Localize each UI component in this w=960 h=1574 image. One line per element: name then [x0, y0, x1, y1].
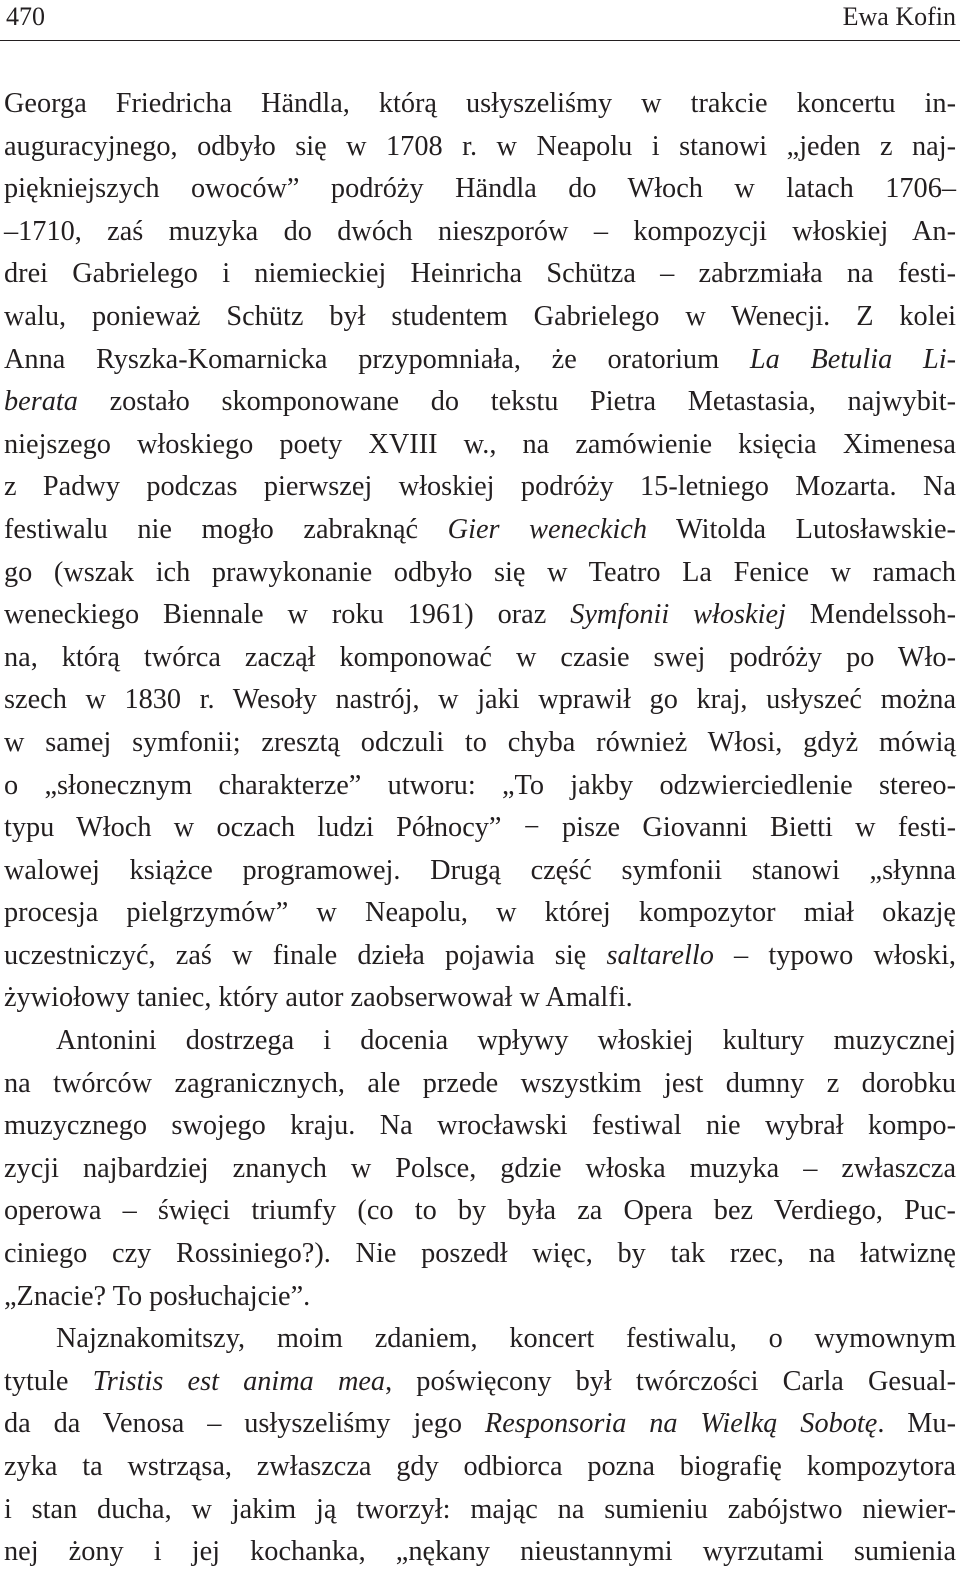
- text-line: typu Włoch w oczach ludzi Północy” − pisze Giovanni Bietti w festi-: [4, 812, 956, 844]
- italic-title: La Betulia Li-: [749, 343, 956, 375]
- text-line: z Padwy podczas pierwszej włoskiej podróży 15-letniego Mozarta. Na: [4, 471, 956, 503]
- text-line: szech w 1830 r. Wesoły nastrój, w jaki wprawił go kraj, usłyszeć można: [4, 684, 956, 716]
- text-line: ciniego czy Rossiniego?). Nie poszedł więc, by tak rzec, na łatwiznę: [4, 1238, 956, 1270]
- italic-title: saltarello: [606, 939, 714, 971]
- italic-title: berata: [4, 386, 78, 418]
- text-line: –1710, zaś muzyka do dwóch nieszporów – kompozycji włoskiej An-: [4, 215, 956, 247]
- text-line: niejszego włoskiego poety XVIII w., na zamówienie księcia Ximenesa: [4, 428, 956, 460]
- text-line: piękniejszych owoców” podróży Händla do Włoch w latach 1706–: [4, 173, 956, 205]
- paragraph: [4, 83, 956, 1020]
- text-line: muzycznego swojego kraju. Na wrocławski festiwal nie wybrał kompo-: [4, 1110, 956, 1142]
- text-line: nej żony i jej kochanka, „nękany nieustannymi wyrzutami sumienia: [4, 1536, 956, 1568]
- italic-title: Symfonii włoskiej: [570, 599, 786, 631]
- text-line: na twórców zagranicznych, ale przede wszystkim jest dumny z dorobku: [4, 1067, 956, 1099]
- page-header: [0, 0, 960, 40]
- text-line: festiwalu nie mogło zabraknąć Gier weneckich Witolda Lutosławskie-: [4, 513, 956, 545]
- paragraph: [4, 1318, 956, 1574]
- page-number: 470: [6, 2, 45, 31]
- text-line: „Znacie? To posłuchajcie”.: [4, 1280, 311, 1312]
- text-line: operowa – święci triumfy (co to by była za Opera bez Verdiego, Puc-: [4, 1195, 956, 1227]
- text-line: drei Gabrielego i niemieckiej Heinricha Schütza – zabrzmiała na festi-: [4, 258, 956, 290]
- text-line: o „słonecznym charakterze” utworu: „To jakby odzwierciedlenie stereo-: [4, 769, 956, 801]
- text-line: da da Venosa – usłyszeliśmy jego Responsoria na Wielką Sobotę. Mu-: [4, 1408, 956, 1440]
- text-line: w samej symfonii; zresztą odczuli to chyba również Włosi, gdyż mówią: [4, 726, 956, 758]
- text-line: na, którą twórca zaczął komponować w czasie swej podróży po Wło-: [4, 641, 956, 673]
- text-line: tytule Tristis est anima mea, poświęcony był twórczości Carla Gesual-: [4, 1365, 956, 1397]
- text-line: procesja pielgrzymów” w Neapolu, w której kompozytor miał okazję: [4, 897, 956, 929]
- text-line: Najznakomitszy, moim zdaniem, koncert festiwalu, o wymownym: [56, 1323, 956, 1355]
- text-line: uczestniczyć, zaś w finale dzieła pojawia się saltarello – typowo włoski,: [4, 939, 957, 971]
- text-line: Anna Ryszka-Komarnicka przypomniała, że oratorium La Betulia Li-: [4, 343, 956, 375]
- text-line: i stan ducha, w jakim ją tworzył: mając na sumieniu zabójstwo niewier-: [4, 1493, 956, 1525]
- header-rule: [0, 40, 960, 41]
- text-line: zyka ta wstrząsa, zwłaszcza gdy odbiorca pozna biografię kompozytora: [4, 1451, 956, 1482]
- italic-title: Responsoria na Wielką Sobotę: [484, 1408, 878, 1440]
- running-head-author: Ewa Kofin: [842, 2, 956, 31]
- text-line: walu, ponieważ Schütz był studentem Gabrielego w Wenecji. Z kolei: [4, 300, 956, 332]
- italic-title: Gier weneckich: [447, 513, 647, 545]
- text-line: Georga Friedricha Händla, którą usłyszeliśmy w trakcie koncertu in-: [4, 88, 956, 119]
- body-text: [4, 83, 956, 1574]
- text-line: go (wszak ich prawykonanie odbyło się w Teatro La Fenice w ramach: [4, 556, 956, 588]
- text-line: weneckiego Biennale w roku 1961) oraz Symfonii włoskiej Mendelssoh-: [4, 599, 956, 631]
- text-line: walowej książce programowej. Drugą część symfonii stanowi „słynna: [4, 854, 956, 886]
- italic-title: Tristis est anima mea: [92, 1365, 386, 1397]
- text-line: zycji najbardziej znanych w Polsce, gdzie włoska muzyka – zwłaszcza: [4, 1152, 956, 1184]
- paragraph: [4, 1020, 956, 1318]
- text-line: żywiołowy taniec, który autor zaobserwował w Amalfi.: [4, 982, 633, 1014]
- text-line: Antonini dostrzega i docenia wpływy włoskiej kultury muzycznej: [56, 1025, 956, 1057]
- text-line: auguracyjnego, odbyło się w 1708 r. w Neapolu i stanowi „jeden z naj-: [4, 130, 956, 162]
- text-line: berata zostało skomponowane do tekstu Pietra Metastasia, najwybit-: [4, 386, 956, 418]
